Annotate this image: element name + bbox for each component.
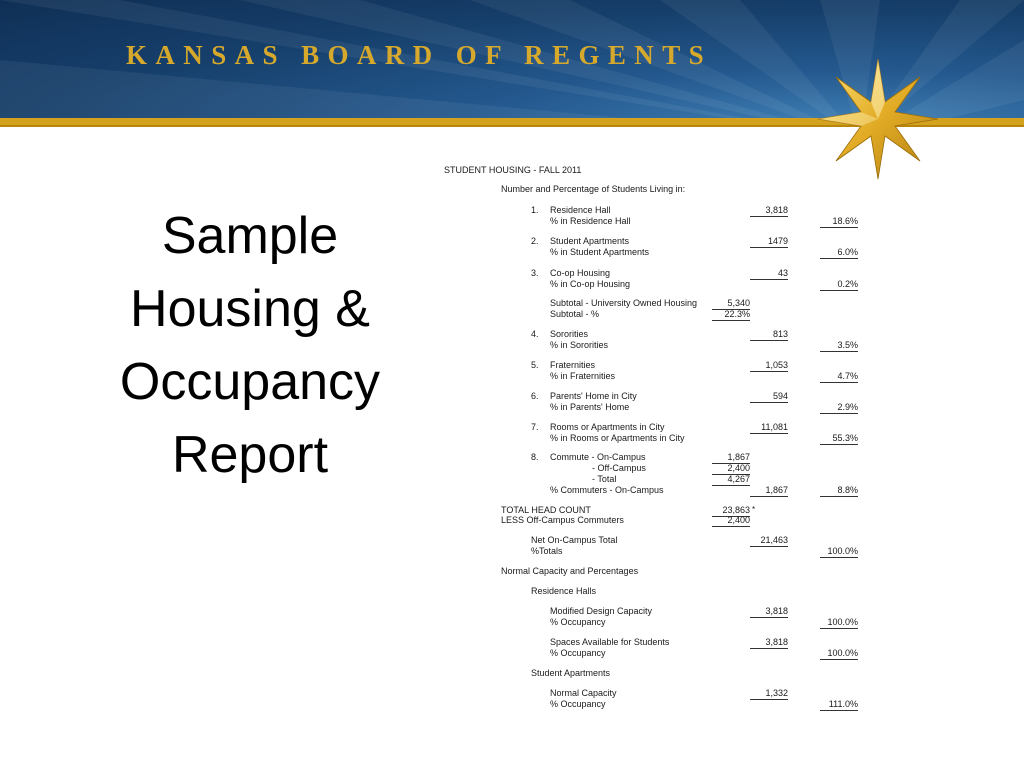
commute-total-label: - Total bbox=[592, 474, 617, 484]
residence-halls-heading: Residence Halls bbox=[531, 586, 597, 596]
item-number: 1. bbox=[531, 205, 539, 215]
subtotal-pct-label: Subtotal - % bbox=[550, 309, 600, 319]
item-pct: 55.3% bbox=[820, 433, 858, 445]
item-number: 8. bbox=[531, 452, 539, 462]
item-pct-label: % in Parents' Home bbox=[550, 402, 630, 412]
item-label: Rooms or Apartments in City bbox=[550, 422, 665, 432]
item-pct: 18.6% bbox=[820, 216, 858, 228]
commute-total: 4,267 bbox=[712, 474, 750, 486]
commute-on-campus: 1,867 bbox=[712, 452, 750, 464]
sa-capacity: 1,332 bbox=[750, 688, 788, 700]
item-pct: 4.7% bbox=[820, 371, 858, 383]
item-count: 11,081 bbox=[750, 422, 788, 434]
item-pct: 0.2% bbox=[820, 279, 858, 291]
item-pct-label: % in Fraternities bbox=[550, 371, 616, 381]
commute-count: 1,867 bbox=[750, 485, 788, 497]
rh-occupancy: 100.0% bbox=[820, 617, 858, 629]
sa-capacity-label: Normal Capacity bbox=[550, 688, 617, 698]
item-count: 813 bbox=[750, 329, 788, 341]
rh-capacity: 3,818 bbox=[750, 606, 788, 618]
item-number: 3. bbox=[531, 268, 539, 278]
title-line: Housing & bbox=[130, 280, 370, 338]
subtotal-value: 5,340 bbox=[712, 298, 750, 310]
head-count-label: TOTAL HEAD COUNT bbox=[501, 505, 591, 515]
commute-off-label: - Off-Campus bbox=[592, 463, 646, 473]
subtotal-pct: 22.3% bbox=[712, 309, 750, 321]
less-off-campus-value: 2,400 bbox=[712, 515, 750, 527]
item-pct-label: % in Sororities bbox=[550, 340, 609, 350]
item-number: 2. bbox=[531, 236, 539, 246]
subtotal-label: Subtotal - University Owned Housing bbox=[550, 298, 698, 308]
commute-pct: 8.8% bbox=[820, 485, 858, 497]
item-number: 6. bbox=[531, 391, 539, 401]
item-label: Parents' Home in City bbox=[550, 391, 637, 401]
item-label: Student Apartments bbox=[550, 236, 630, 246]
item-pct-label: % in Residence Hall bbox=[550, 216, 631, 226]
commute-off-campus: 2,400 bbox=[712, 463, 750, 475]
item-label: Residence Hall bbox=[550, 205, 611, 215]
item-count: 594 bbox=[750, 391, 788, 403]
net-label: Net On-Campus Total bbox=[531, 535, 618, 545]
item-count: 1,053 bbox=[750, 360, 788, 372]
item-label: Co-op Housing bbox=[550, 268, 611, 278]
rh-occupancy2-label: % Occupancy bbox=[550, 648, 606, 658]
item-pct-label: % in Rooms or Apartments in City bbox=[550, 433, 685, 443]
commute-pct-label: % Commuters - On-Campus bbox=[550, 485, 664, 495]
brand-title: KANSAS BOARD OF REGENTS bbox=[126, 40, 713, 70]
title-line: Occupancy bbox=[119, 353, 381, 411]
rh-occupancy2: 100.0% bbox=[820, 648, 858, 660]
item-count: 1479 bbox=[750, 236, 788, 248]
sa-occupancy: 111.0% bbox=[820, 699, 858, 711]
commute-label: Commute - On-Campus bbox=[550, 452, 646, 462]
less-off-campus-label: LESS Off-Campus Commuters bbox=[501, 515, 624, 525]
item-label: Fraternities bbox=[550, 360, 596, 370]
student-apartments-heading: Student Apartments bbox=[531, 668, 611, 678]
net-pct: 100.0% bbox=[820, 546, 858, 558]
item-number: 4. bbox=[531, 329, 539, 339]
item-count: 3,818 bbox=[750, 205, 788, 217]
item-pct: 2.9% bbox=[820, 402, 858, 414]
title-line: Sample bbox=[161, 207, 339, 265]
item-pct: 3.5% bbox=[820, 340, 858, 352]
head-count-mark: * bbox=[752, 505, 756, 514]
item-number: 5. bbox=[531, 360, 539, 370]
net-pct-label: %Totals bbox=[531, 546, 563, 556]
rh-available-label: Spaces Available for Students bbox=[550, 637, 670, 647]
title-line: Report bbox=[171, 426, 329, 484]
item-label: Sororities bbox=[550, 329, 589, 339]
capacity-heading: Normal Capacity and Percentages bbox=[501, 566, 639, 576]
rh-available: 3,818 bbox=[750, 637, 788, 649]
rh-occupancy-label: % Occupancy bbox=[550, 617, 606, 627]
sa-occupancy-label: % Occupancy bbox=[550, 699, 606, 709]
head-count-value: 23,863 bbox=[712, 505, 750, 517]
net-value: 21,463 bbox=[750, 535, 788, 547]
item-number: 7. bbox=[531, 422, 539, 432]
item-pct-label: % in Student Apartments bbox=[550, 247, 650, 257]
item-pct-label: % in Co-op Housing bbox=[550, 279, 631, 289]
report-subtitle: Number and Percentage of Students Living in: bbox=[501, 184, 686, 194]
rh-capacity-label: Modified Design Capacity bbox=[550, 606, 653, 616]
report-title: STUDENT HOUSING - FALL 2011 bbox=[444, 165, 582, 175]
item-pct: 6.0% bbox=[820, 247, 858, 259]
item-count: 43 bbox=[750, 268, 788, 280]
